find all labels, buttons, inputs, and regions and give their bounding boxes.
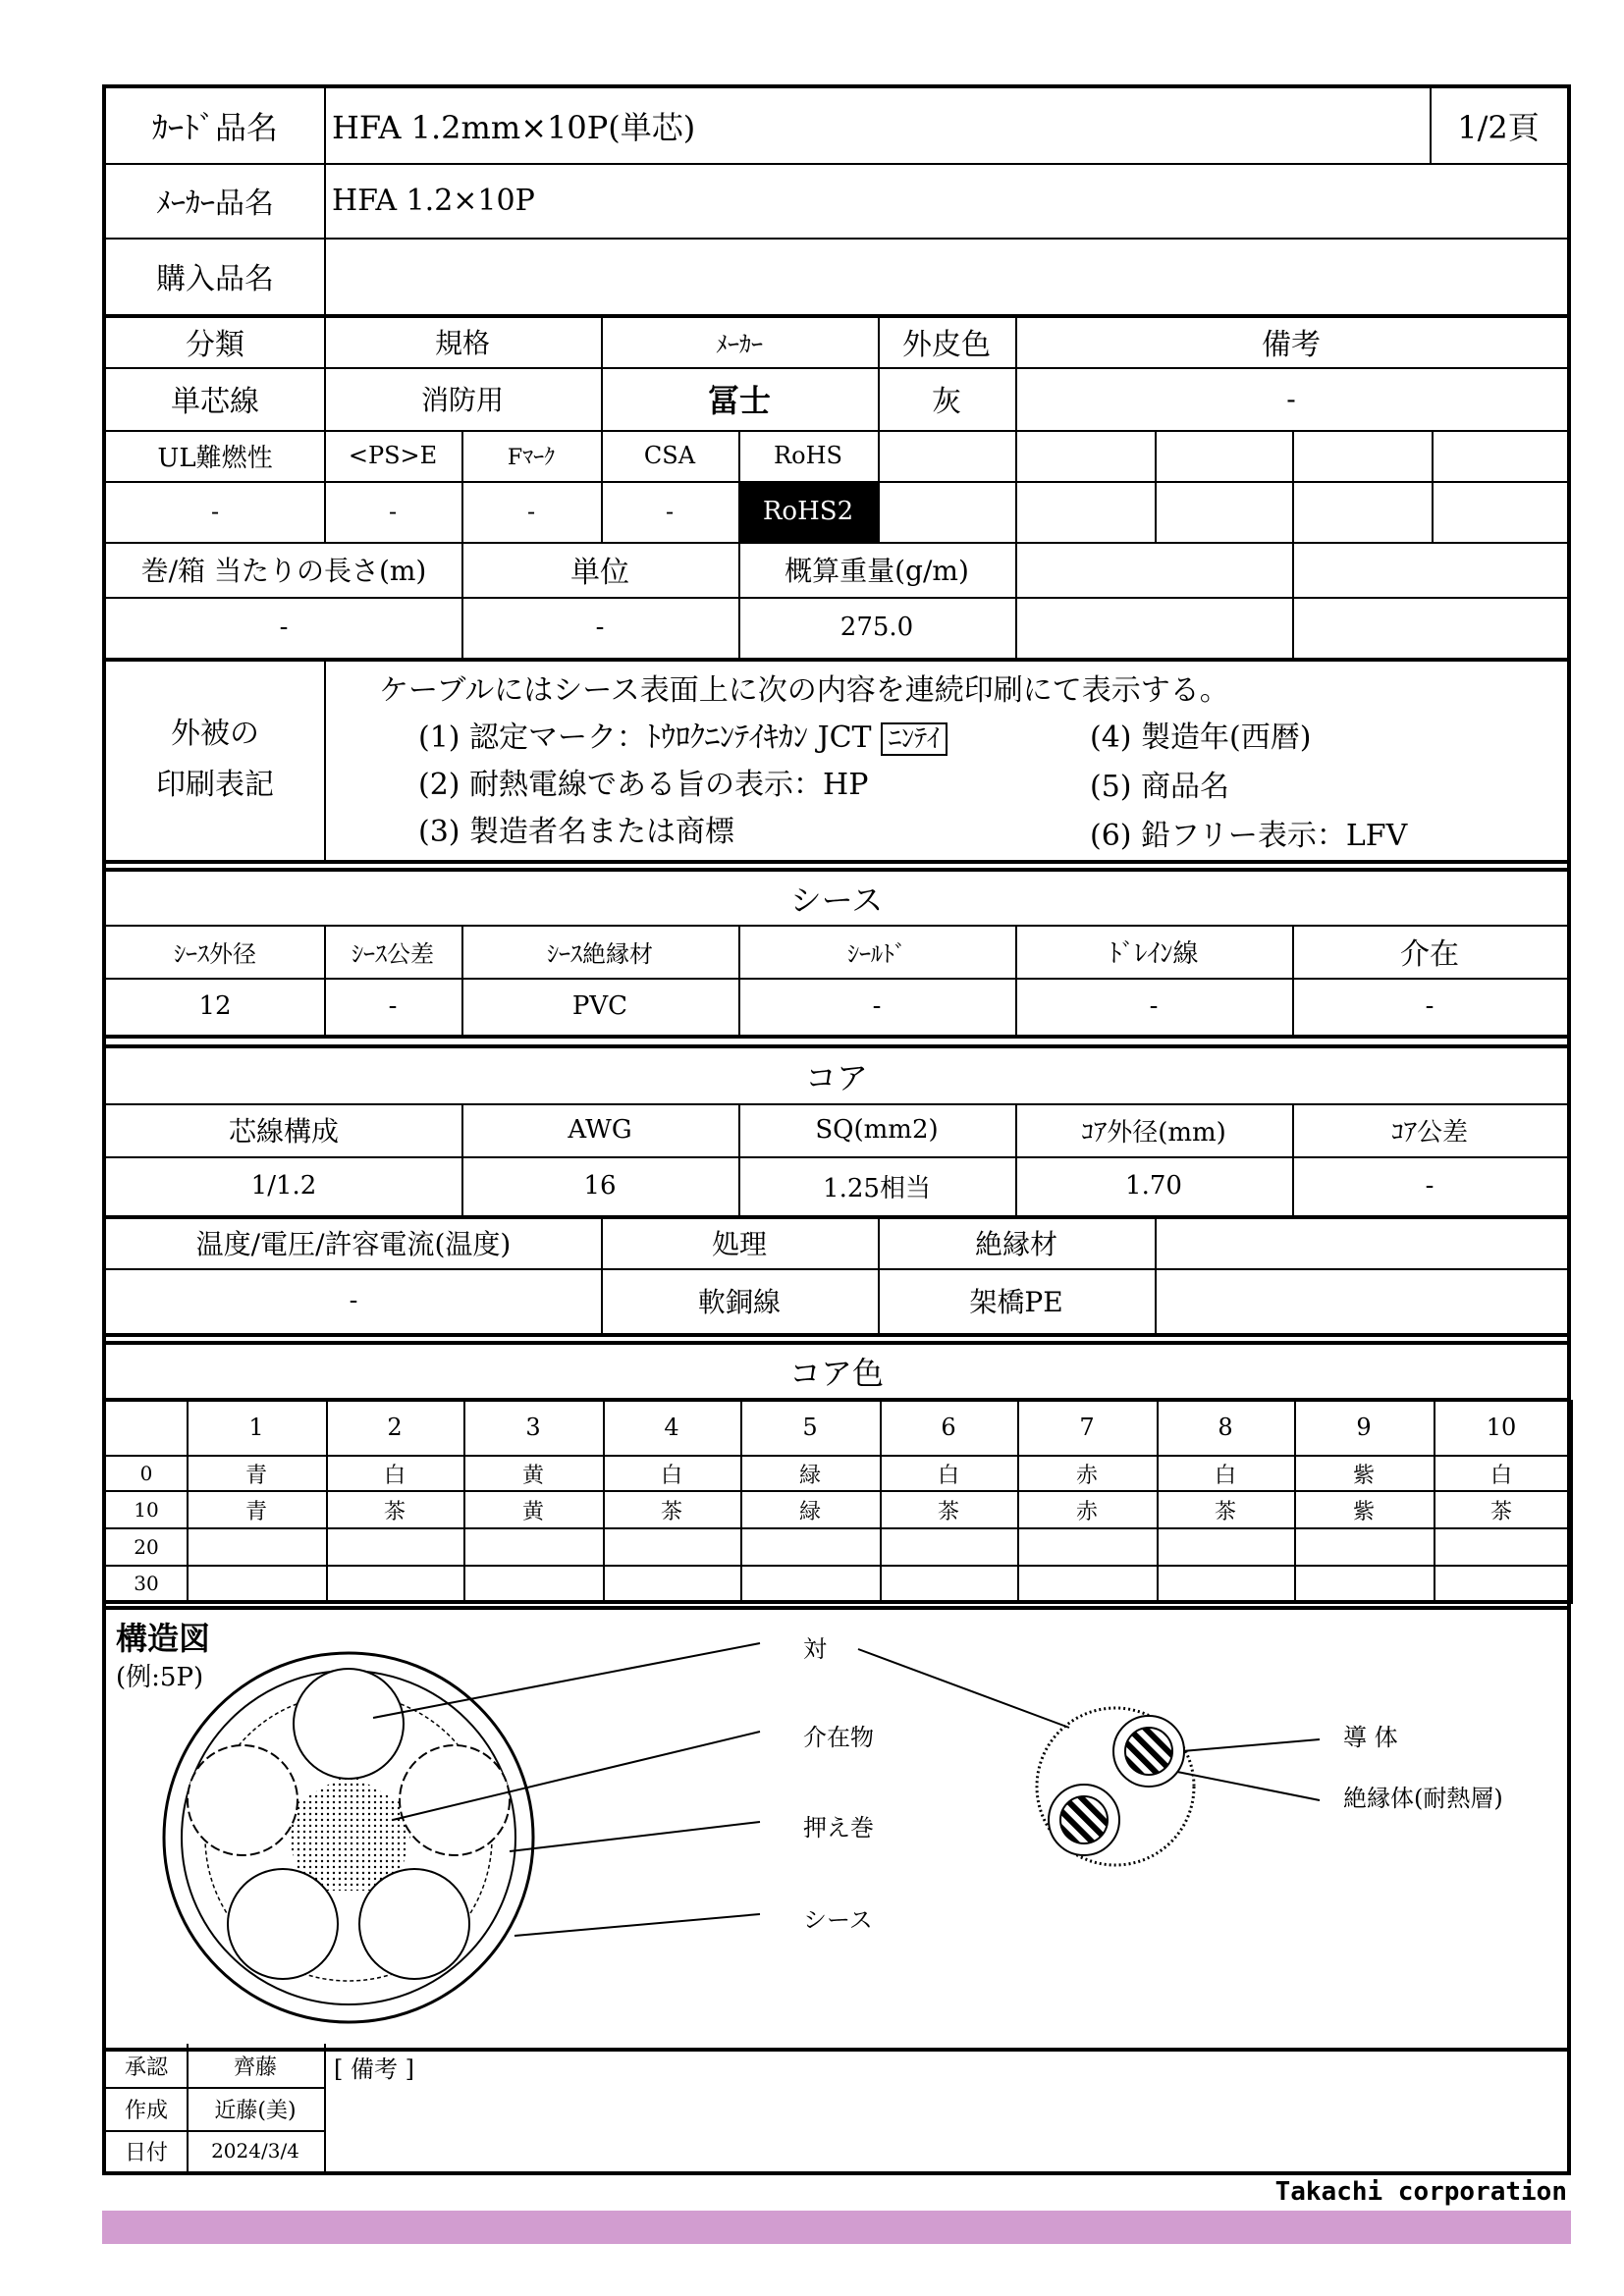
core-header-sq: SQ(mm2) [738,1103,1017,1158]
cert-header-blank-4 [1292,430,1434,483]
remarks-label: [ 備考 ] [334,2056,414,2083]
print-marking-item-6: (6) 鉛フリー表示：LFV [1090,819,1408,853]
spec-standard: 消防用 [324,367,603,432]
cert-blank-2 [1015,481,1157,544]
color-grid-cell [740,1567,882,1604]
color-grid-cell [1157,1529,1296,1567]
color-grid-cell [326,1529,465,1567]
core-sq: 1.25相当 [738,1156,1017,1219]
color-grid-cell: 紫 [1294,1492,1435,1529]
card-name-value: HFA 1.2mm×10P(単芯) [324,84,1432,165]
temp-blank [1155,1268,1571,1337]
color-grid-cell: 赤 [1017,1457,1159,1492]
color-grid-cell [1017,1567,1159,1604]
sheath-filler: - [1292,978,1571,1039]
color-grid-col-header: 7 [1017,1400,1159,1457]
structure-label-sheath: シース [803,1906,873,1934]
cert-header-blank-1 [878,430,1017,483]
purchase-name-label: 購入品名 [102,238,326,318]
color-grid-col-header: 4 [603,1400,742,1457]
approval-label: 作成 [102,2087,189,2132]
color-grid-cell: 黄 [463,1492,605,1529]
print-marking-item-1-box: ﾆﾝﾃｲ [881,722,947,756]
spec-maker: 冨士 [601,367,880,432]
core-header-od: ｺｱ外径(mm) [1015,1103,1294,1158]
length-blank-2 [1292,597,1571,662]
cert-header-ul: UL難燃性 [102,430,326,483]
temp-insulation: 架橋PE [878,1268,1157,1337]
sheath-header-tolerance: ｼｰｽ公差 [324,925,463,980]
length-unit: - [461,597,740,662]
temp-header-blank [1155,1217,1571,1270]
pair-conductor-2 [1060,1796,1108,1843]
spec-header-classification: 分類 [102,316,326,369]
color-grid-col-header: 8 [1157,1400,1296,1457]
cert-rohs-badge: RoHS2 [738,481,880,544]
color-grid-cell: 茶 [1157,1492,1296,1529]
structure-title: 構造図 [116,1620,211,1657]
color-grid-cell: 白 [880,1457,1019,1492]
cert-blank-5 [1432,481,1571,544]
pair-circle-4 [228,1869,338,1979]
maker-name-value: HFA 1.2×10P [324,163,1571,240]
structure-label-filler: 介在物 [803,1724,874,1751]
cert-header-blank-3 [1155,430,1294,483]
color-grid-cell: 茶 [1434,1492,1573,1529]
print-marking-label [102,660,326,864]
cert-header-blank-2 [1015,430,1157,483]
structure-subtitle: (例:5P) [116,1663,204,1692]
cert-pse: - [324,481,463,544]
color-grid-cell [326,1567,465,1604]
color-grid-cell: 茶 [326,1492,465,1529]
length-weight: 275.0 [738,597,1017,662]
cert-header-csa: CSA [601,430,740,483]
cert-csa: - [601,481,740,544]
print-marking-text [324,664,1569,860]
cert-fmark: - [461,481,603,544]
company-name: Takachi corporation [1274,2177,1567,2207]
structure-label-binding: 押え巻 [803,1814,874,1842]
structure-label-insulator: 絶縁体(耐熱層) [1343,1785,1503,1812]
length-header-weight: 概算重量(g/m) [738,542,1017,599]
color-grid-cell: 茶 [603,1492,742,1529]
cert-blank-1 [878,481,1017,544]
pair-circle-3 [359,1869,469,1979]
color-grid-cell [463,1567,605,1604]
sheath-header-drain: ﾄﾞﾚｲﾝ線 [1015,925,1294,980]
sheath-header-shield: ｼｰﾙﾄﾞ [738,925,1017,980]
color-grid-col-header: 1 [187,1400,328,1457]
color-grid-cell: 青 [187,1492,328,1529]
sheath-header-od: ｼｰｽ外径 [102,925,326,980]
sheath-drain: - [1015,978,1294,1039]
length-header-unit: 単位 [461,542,740,599]
spec-remarks: - [1015,367,1571,432]
card-name-label: ｶｰﾄﾞ品名 [102,84,326,165]
pair-circle-1 [294,1669,404,1779]
color-grid-cell: 白 [1157,1457,1296,1492]
sheath-od: 12 [102,978,326,1039]
print-marking-intro: ケーブルにはシース表面上に次の内容を連続印刷にて表示する。 [379,673,1229,708]
color-grid-cell [187,1567,328,1604]
color-grid-col-header: 5 [740,1400,882,1457]
cert-header-pse: <PS>E [324,430,463,483]
length-header-per-reel: 巻/箱 当たりの長さ(m) [102,542,463,599]
color-grid-cell [1017,1529,1159,1567]
approval-label: 日付 [102,2130,189,2175]
cert-header-fmark: Fﾏｰｸ [461,430,603,483]
color-grid-col-header: 3 [463,1400,605,1457]
sheath-header-material: ｼｰｽ絶縁材 [461,925,740,980]
pair-conductor-1 [1125,1728,1172,1775]
core-header-composition: 芯線構成 [102,1103,463,1158]
color-grid-cell: 青 [187,1457,328,1492]
leader-lines [373,1643,1320,1936]
length-header-blank-2 [1292,542,1571,599]
color-grid-cell: 赤 [1017,1492,1159,1529]
print-marking-item-4: (4) 製造年(西暦) [1090,721,1312,755]
color-grid-cell: 白 [1434,1457,1573,1492]
color-grid-cell [1294,1567,1435,1604]
color-grid-col-header: 6 [880,1400,1019,1457]
length-blank-1 [1015,597,1294,662]
color-grid-cell: 緑 [740,1457,882,1492]
color-grid-cell [603,1529,742,1567]
core-title: コア [102,1044,1571,1105]
pair-circle-5 [188,1745,298,1855]
temp-header-insulation: 絶縁材 [878,1217,1157,1270]
length-per-reel: - [102,597,463,662]
temp-rating: - [102,1268,603,1337]
page-number: 1/2頁 [1430,84,1571,165]
color-grid-cell [187,1529,328,1567]
cert-blank-4 [1292,481,1434,544]
core-od: 1.70 [1015,1156,1294,1219]
spec-header-remarks: 備考 [1015,316,1571,369]
color-grid-corner [102,1400,189,1457]
print-marking-item-2: (2) 耐熱電線である旨の表示：HP [418,768,869,802]
color-grid-cell: 白 [603,1457,742,1492]
color-grid-col-header: 2 [326,1400,465,1457]
structure-label-conductor: 導 体 [1343,1724,1398,1751]
print-marking-item-1 [418,713,947,756]
spec-sheath-color: 灰 [878,367,1017,432]
color-grid-cell [1294,1529,1435,1567]
color-grid-cell: 黄 [463,1457,605,1492]
spec-classification: 単芯線 [102,367,326,432]
print-marking-item-1-text: (1) 認定マーク：ﾄｳﾛｸﾆﾝﾃｲｷｶﾝ JCT [418,721,872,755]
approval-value: 齊藤 [187,2044,326,2089]
cert-header-rohs: RoHS [738,430,880,483]
remarks-box [324,2044,1571,2175]
temp-header-treatment: 処理 [601,1217,880,1270]
cert-header-blank-5 [1432,430,1571,483]
core-awg: 16 [461,1156,740,1219]
spec-header-color: 外皮色 [878,316,1017,369]
color-grid-cell: 緑 [740,1492,882,1529]
cert-ul: - [102,481,326,544]
color-grid-row-label: 20 [102,1529,189,1567]
color-grid-cell [463,1529,605,1567]
color-grid-cell [880,1529,1019,1567]
sheath-tolerance: - [324,978,463,1039]
footer-color-band [102,2211,1571,2244]
color-grid-col-header: 9 [1294,1400,1435,1457]
color-grid-cell [1434,1529,1573,1567]
color-grid-cell [740,1529,882,1567]
pair-detail [1037,1708,1194,1865]
spec-header-maker: ﾒｰｶｰ [601,316,880,369]
color-grid-cell: 白 [326,1457,465,1492]
color-grid-cell [1157,1567,1296,1604]
core-header-awg: AWG [461,1103,740,1158]
approval-label: 承認 [102,2044,189,2089]
color-grid-row-label: 10 [102,1492,189,1529]
sheath-shield: - [738,978,1017,1039]
color-grid-cell [603,1567,742,1604]
color-grid-col-header: 10 [1434,1400,1573,1457]
sheath-title: シース [102,868,1571,927]
temp-treatment: 軟銅線 [601,1268,880,1337]
core-tolerance: - [1292,1156,1571,1219]
print-marking-item-5: (5) 商品名 [1090,770,1230,804]
core-header-tolerance: ｺｱ公差 [1292,1103,1571,1158]
cable-cross-section [164,1653,533,2022]
structure-label-pair: 対 [803,1635,827,1663]
maker-name-label: ﾒｰｶｰ品名 [102,163,326,240]
print-marking-label-line1: 外被の [171,717,259,751]
print-marking-item-3: (3) 製造者名または商標 [418,815,735,849]
approval-value: 近藤(美) [187,2087,326,2132]
color-grid-cell [880,1567,1019,1604]
print-marking-label-line2: 印刷表記 [156,768,274,802]
color-grid-cell [1434,1567,1573,1604]
cert-blank-3 [1155,481,1294,544]
spec-header-standard: 規格 [324,316,603,369]
color-grid-cell: 茶 [880,1492,1019,1529]
temp-header-rating: 温度/電圧/許容電流(温度) [102,1217,603,1270]
sheath-material: PVC [461,978,740,1039]
color-grid-row-label: 0 [102,1457,189,1492]
purchase-name-value [324,238,1571,318]
color-grid-row-label: 30 [102,1567,189,1604]
length-header-blank-1 [1015,542,1294,599]
pair-circle-2 [400,1745,510,1855]
core-color-title: コア色 [102,1341,1571,1402]
sheath-header-filler: 介在 [1292,925,1571,980]
approval-value: 2024/3/4 [187,2130,326,2175]
color-grid-cell: 紫 [1294,1457,1435,1492]
core-composition: 1/1.2 [102,1156,463,1219]
